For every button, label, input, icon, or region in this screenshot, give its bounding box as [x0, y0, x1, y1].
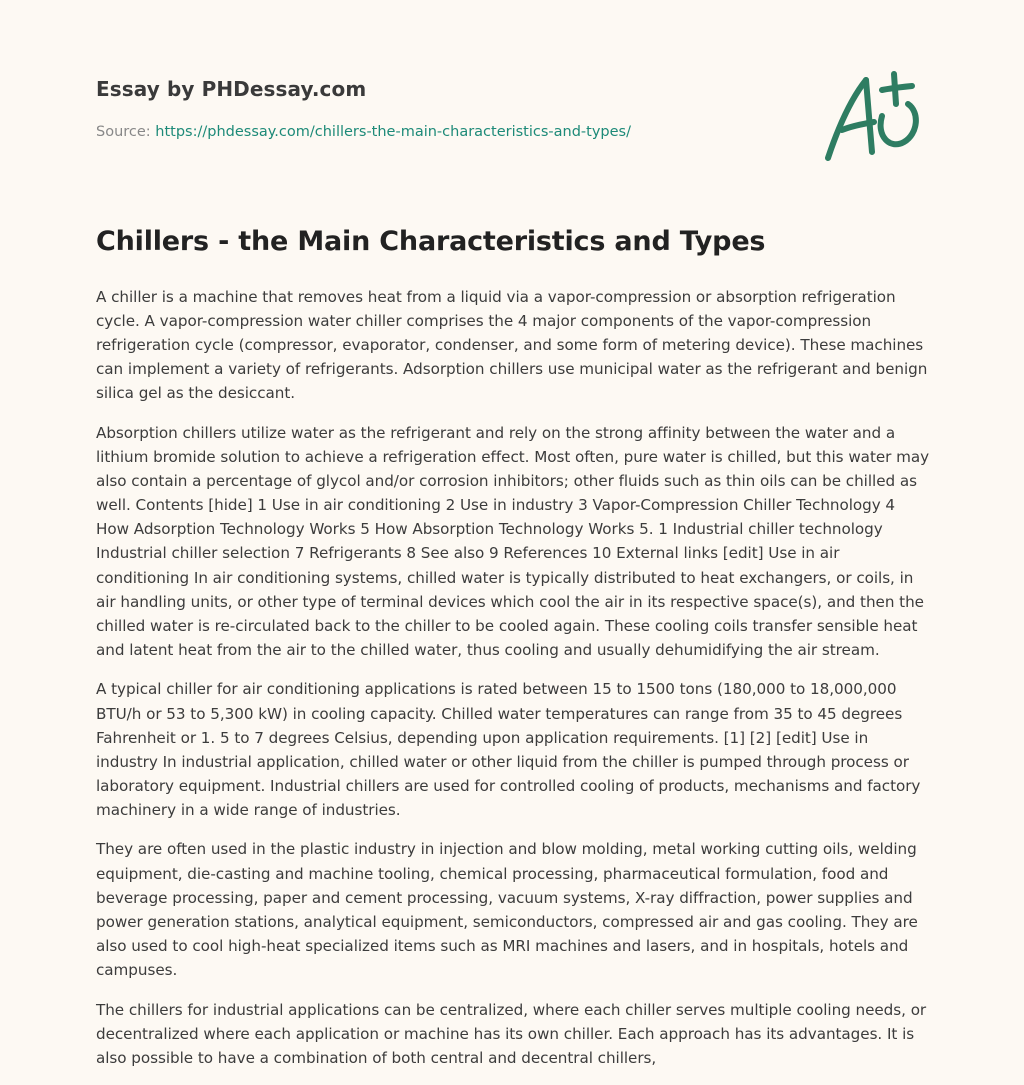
essay-paragraph: A typical chiller for air conditioning applications is rated between 15 to 1500 tons (180,000 to 18,000,000 BTU/h or 53 to 5,300 kW) in cooling capacity. Chilled water temperatures can range from 35 to 45 degrees Fahrenheit or 1. 5 to 7 degrees Celsius, depending upon application requirements. [1] [2] [edit] Use in industry In industrial application, chilled water or other liquid from the chiller is pumped through process or laboratory equipment. Industrial chillers are used for controlled cooling of products, mechanisms and factory machinery in a wide range of industries. [96, 680, 921, 819]
essay-paragraph: They are often used in the plastic industry in injection and blow molding, metal working cutting oils, welding equipment, die-casting and machine tooling, chemical processing, pharmaceutical formulation, food and beverage processing, paper and cement processing, vacuum systems, X-ray diffraction, power supplies and power generation stations, analytical equipment, semiconductors, compressed air and gas cooling. They are also used to cool high-heat specialized items such as MRI machines and lasers, and in hospitals, hotels and campuses. [96, 840, 918, 979]
essay-body [96, 285, 930, 1085]
essay-paragraph: Absorption chillers utilize water as the refrigerant and rely on the strong affinity between the water and a lithium bromide solution to achieve a refrigeration effect. Most often, pure water is chilled, but this water may also contain a percentage of glycol and/or corrosion inhibitors; other fluids such as thin oils can be chilled as well. Contents [hide] 1 Use in air conditioning 2 Use in industry 3 Vapor-Compression Chiller Technology 4 How Adsorption Technology Works 5 How Absorption Technology Works 5. 1 Industrial chiller technology Industrial chiller selection 7 Refrigerants 8 See also 9 References 10 External links [edit] Use in air conditioning In air conditioning systems, chilled water is typically distributed to heat exchangers, or coils, in air handling units, or other type of terminal devices which cool the air in its respective space(s), and then the chilled water is re-circulated back to the chiller to be cooled again. These cooling coils transfer sensible heat and latent heat from the air to the chilled water, thus cooling and usually dehumidifying the air stream. [96, 423, 930, 659]
source-link[interactable]: https://phdessay.com/chillers-the-main-characteristics-and-types/ [155, 124, 632, 140]
site-brand: Essay by PHDessay.com [96, 77, 367, 101]
source-label: Source: [96, 124, 156, 140]
a-plus-logo-icon [816, 66, 936, 166]
essay-paragraph: A chiller is a machine that removes heat from a liquid via a vapor-compression or absorption refrigeration cycle. A vapor-compression water chiller comprises the 4 major components of the vapor-compression refrigeration cycle (compressor, evaporator, condenser, and some form of metering device). These machines can implement a variety of refrigerants. Adsorption chillers use municipal water as the refrigerant and benign silica gel as the desiccant. [96, 288, 928, 403]
essay-paragraph: The chillers for industrial applications can be centralized, where each chiller serves multiple cooling needs, or decentralized where each application or machine has its own chiller. Each approach has its advantages. It is also possible to have a combination of both central and decentral chillers, [96, 1000, 927, 1067]
essay-title: Chillers - the Main Characteristics and Types [96, 226, 766, 257]
source-line [96, 124, 631, 140]
